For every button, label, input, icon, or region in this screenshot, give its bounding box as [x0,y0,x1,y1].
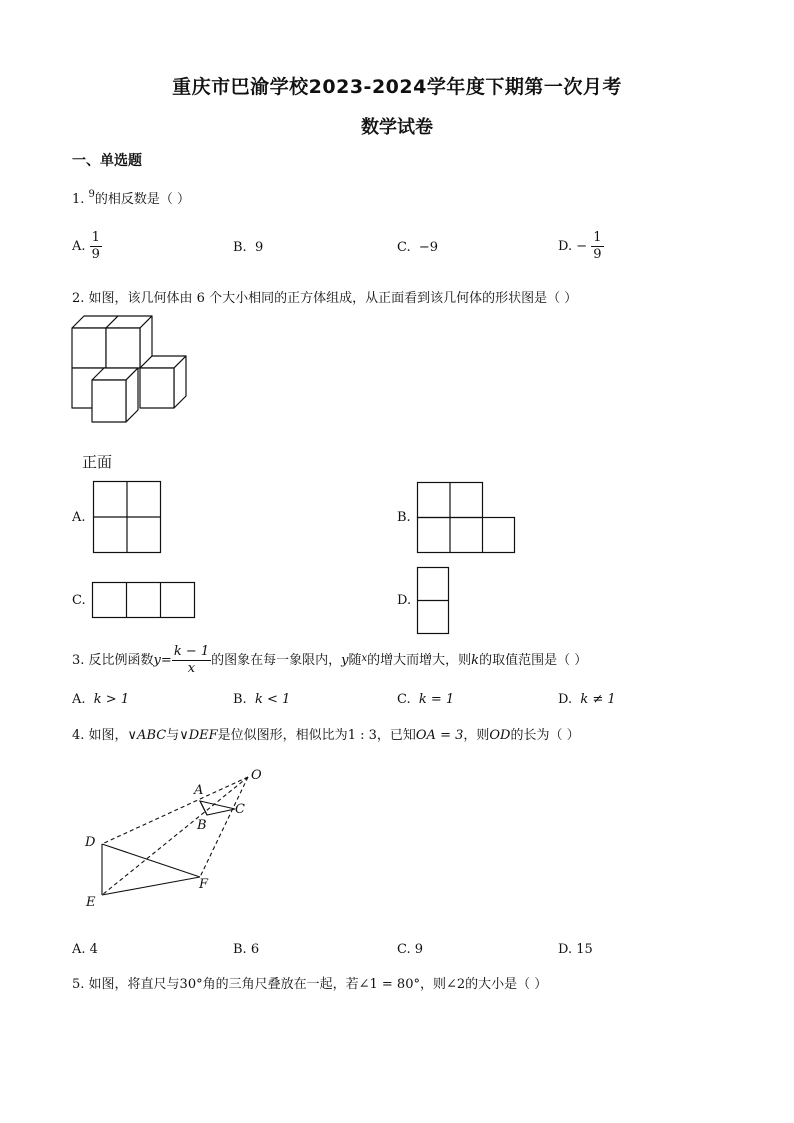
q5-text-4: 的大小是（ ） [465,977,548,992]
q3-text-2: 的图象在每一象限内， [211,653,342,668]
denominator: 9 [593,247,602,262]
q4-option-a[interactable]: A. 4 [72,942,98,957]
option-value: k < 1 [254,692,291,707]
q3-text-4: 的增大而增大，则 [367,653,472,668]
q1-option-b[interactable] [233,240,263,255]
var-y: y [341,653,349,668]
q1-option-c[interactable] [397,240,438,255]
option-value: −9 [418,240,439,255]
q3-text-3: 随 [348,653,362,668]
fraction [591,230,603,263]
numerator: 1 [593,230,602,245]
q4-option-c[interactable]: C. 9 [397,942,424,957]
angle-2: ∠2 [446,977,466,992]
denominator: x [187,661,196,676]
denominator: 9 [91,247,100,262]
option-label: A. [72,239,86,254]
q2-option-b-figure[interactable] [417,482,515,554]
point-d-label: D [85,835,96,850]
q1-option-a[interactable] [72,230,102,263]
var-y: y [153,653,161,668]
option-label: B. [233,692,247,707]
point-e-label: E [86,895,96,910]
page-subtitle: 数学试卷 [361,117,433,138]
point-o-label: O [251,768,262,783]
q4-text-1: 4. 如图， [72,728,128,743]
q5-text-1: 5. 如图，将直尺与 [72,977,180,992]
q4-text-4: ，已知 [376,728,416,743]
fraction [172,644,211,677]
point-c-label: C [235,802,245,817]
q1-value: 9 [88,189,95,200]
minus-sign: − [576,239,588,254]
option-value: 9 [254,240,264,255]
question-1 [72,188,190,207]
front-view-label: 正面 [82,453,113,471]
page-title: 重庆市巴渝学校2023-2024学年度下期第一次月考 [172,76,622,98]
q4-text-6: 的长为（ ） [510,728,580,743]
angle-30: 30° [179,977,203,992]
q3-option-b[interactable] [233,692,290,707]
var-x: x [361,653,368,664]
triangle-abc: ∨ABC [127,728,167,743]
equals-sign: = [160,653,172,668]
ratio: 1 : 3 [347,728,377,743]
homothety-figure [80,765,280,915]
q4-text-5: ，则 [463,728,490,743]
option-value: k ≠ 1 [580,692,616,707]
q3-text-1: 3. 反比例函数 [72,653,154,668]
od-segment: OD [489,728,511,743]
q4-text-2: 与 [166,728,180,743]
q5-text-2: 角的三角尺叠放在一起，若 [202,977,359,992]
q2-option-c-label[interactable]: C. [72,593,86,608]
q3-option-c[interactable] [397,692,454,707]
option-label: A. [72,692,86,707]
angle-1: ∠1 = 80° [358,977,420,992]
numerator: k − 1 [173,644,210,659]
section-heading: 一、单选题 [72,153,142,169]
option-label: D. [558,692,573,707]
q2-option-d-label[interactable]: D. [397,593,412,608]
option-label: B. [233,240,247,255]
option-label: C. [397,240,411,255]
triangle-def: ∨DEF [179,728,218,743]
q2-option-a-label[interactable]: A. [72,510,86,525]
q3-option-a[interactable] [72,692,129,707]
q4-text-3: 是位似图形，相似比为 [217,728,348,743]
q2-option-c-figure[interactable] [92,582,196,618]
q4-option-b[interactable]: B. 6 [233,942,260,957]
option-label: D. [558,239,573,254]
option-value: k > 1 [93,692,130,707]
question-number: 1. [72,192,85,207]
point-b-label: B [197,818,207,833]
q1-option-d[interactable] [558,230,604,263]
q2-option-d-figure[interactable] [417,567,449,635]
cube-solid-figure [70,314,190,426]
q1-text: 的相反数是（ ） [94,192,191,207]
q3-option-d[interactable] [558,692,616,707]
numerator: 1 [91,230,100,245]
point-f-label: F [199,877,209,892]
oa-length: OA = 3 [415,728,464,743]
question-5 [72,973,547,992]
var-k: k [471,653,480,668]
q5-text-3: ，则 [419,977,446,992]
option-value: k = 1 [418,692,455,707]
question-3 [72,644,587,677]
point-a-label: A [194,783,204,798]
question-2: 2. 如图，该几何体由 6 个大小相同的正方体组成，从正面看到该几何体的形状图是（ ） [72,291,578,306]
fraction [90,230,102,263]
q3-text-5: 的取值范围是（ ） [479,653,588,668]
q2-option-a-figure[interactable] [93,481,161,553]
q4-option-d[interactable]: D. 15 [558,942,593,957]
q2-option-b-label[interactable]: B. [397,510,411,525]
option-label: C. [397,692,411,707]
question-4 [72,724,580,743]
